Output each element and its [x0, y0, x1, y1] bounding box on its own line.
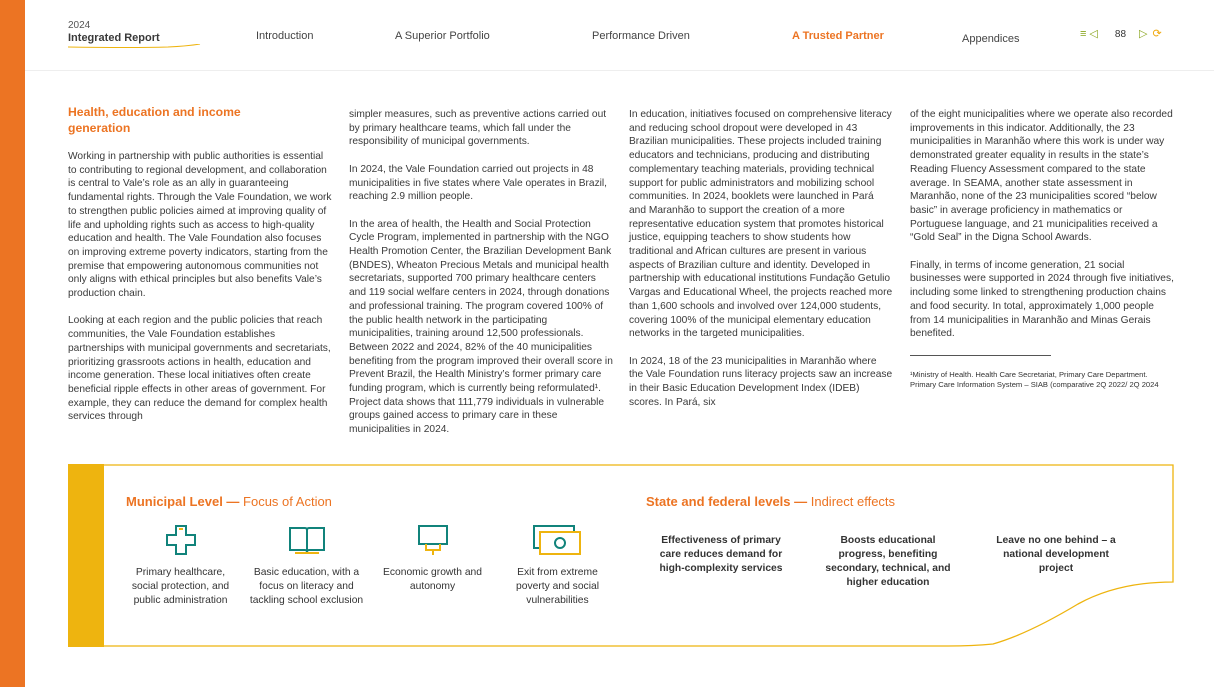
paragraph: In education, initiatives focused on comprehensive literacy and reducing school dropout were developed in 43 Brazilian municipalities. These projects included training educators and technicians, producing and distributing complementary teaching materials, providing technical support for public administrators and mobilizing school communities. In 2024, booklets were launched in Pará and Maranhão to support the creation of a more representative education system that promotes historical justice, equipping teachers to show students how traditional and African cultures are present in various aspects of Brazilian culture and identity. Developed in partnership with educational institutions Fundação Getulio Vargas and Educational Wheel, the projects reached more than 1,600 schools and involved over 124,000 students, covering 100% of the municipal elementary education networks in the targeted municipalities.	[629, 109, 893, 340]
section-title: Health, education and income generation	[68, 105, 241, 135]
state-federal-heading	[646, 494, 895, 509]
report-title: Integrated Report	[68, 32, 160, 44]
action-label: Economic growth and autonomy	[382, 567, 483, 592]
effect-item-primary-care: Effectiveness of primary care reduces demand for high-complexity services	[659, 535, 783, 574]
footnote-divider	[910, 355, 1051, 356]
nav-introduction[interactable]: Introduction	[256, 30, 314, 42]
action-item-education	[249, 524, 364, 608]
paragraph: simpler measures, such as preventive actions carried out by primary healthcare teams, which fall under the responsibility of municipal governments.	[349, 109, 607, 148]
report-brand[interactable]	[68, 20, 160, 45]
levels-infobox	[68, 464, 1174, 647]
refresh-icon[interactable]: ⟳	[1152, 28, 1162, 40]
state-heading-rest: Indirect effects	[807, 494, 896, 509]
footnote: ¹Ministry of Health. Health Care Secretariat, Primary Care Department. Primary Care Information System – SIAB (comparative 2Q 2022/ 2Q 2024	[910, 369, 1159, 389]
action-label: Primary healthcare, social protection, and public administration	[131, 567, 230, 606]
nav-trusted-partner[interactable]: A Trusted Partner	[792, 30, 884, 42]
page-number: 88	[1114, 28, 1127, 40]
text-column-1	[68, 105, 332, 438]
banknote-icon	[532, 524, 584, 558]
open-book-icon	[287, 524, 327, 556]
next-page-icon[interactable]: ▷	[1139, 28, 1148, 40]
municipal-level-heading	[126, 494, 332, 509]
effect-item-development: Leave no one behind – a national development project	[996, 535, 1116, 574]
left-accent-bar	[0, 0, 25, 687]
nav-performance-driven[interactable]: Performance Driven	[592, 30, 690, 42]
menu-icon[interactable]: ≡	[1080, 28, 1087, 40]
paragraph: In 2024, the Vale Foundation carried out projects in 48 municipalities in five states where Vale operates in Brazil, reaching 2.9 million people.	[349, 163, 608, 203]
top-navigation-bar	[25, 0, 1214, 71]
nav-superior-portfolio[interactable]: A Superior Portfolio	[395, 30, 490, 42]
report-year: 2024	[68, 20, 91, 31]
paragraph: In 2024, 18 of the 23 municipalities in Maranhão where the Vale Foundation runs literacy projects saw an increase in their Basic Education Development Index (IDEB) scores. In Pará, six	[629, 355, 893, 408]
text-column-4	[910, 108, 1174, 390]
paragraph: Looking at each region and the public policies that reach communities, the Vale Foundation establishes partnerships with municipal governments and secretariats, prioritizing grassroots actions in health, education and income generation. These local initiatives often create beneficial ripple effects in other areas of government. For example, they can reduce the demand for complex health services through	[68, 315, 331, 423]
page-controls	[1080, 28, 1165, 40]
effect-item-education: Boosts educational progress, benefiting secondary, technical, and higher education	[825, 535, 951, 588]
presentation-board-icon	[416, 524, 450, 556]
text-column-2	[349, 108, 613, 451]
paragraph: Finally, in terms of income generation, 21 social businesses were supported in 2024 through five initiatives, including some linked to strengthening production chains and food security. In total, approximately 1,000 people from 14 municipalities in Maranhão and Minas Gerais benefited.	[910, 259, 1174, 340]
action-label: Exit from extreme poverty and social vulnerabilities	[516, 567, 599, 606]
infobox-accent-strip	[68, 464, 104, 647]
action-item-poverty	[500, 524, 615, 608]
state-heading-bold: State and federal levels —	[646, 494, 808, 509]
municipal-heading-bold: Municipal Level —	[126, 494, 240, 509]
paragraph: of the eight municipalities where we operate also recorded improvements in this indicator. Additionally, the 23 municipalities in Maranhão where this work is under way demonstrated greater equality in results in the state’s Reading Fluency Assessment compared to the state average. In SEAMA, another state assessment in Maranhão, none of the 23 municipalities scored “below basic” in average proficiency in mathematics or Portuguese language, and 21 municipalities received a “Gold Seal” in the Digna School Awards.	[910, 109, 1173, 244]
paragraph: In the area of health, the Health and Social Protection Cycle Program, implemented in partnership with the NGO Health Promotion Center, the Brazilian Development Bank (BNDES), Wheaton Precious Metals and municipal health secretariats, supported 700 primary healthcare centers and 119 social welfare centers in 2024, through donations and professional training. The program covered 100% of the public health network in the participating municipalities, training around 12,500 professionals. Between 2022 and 2024, 82% of the 40 municipalities benefiting from the program improved their overall score in Prevent Brazil, the Health Ministry’s former primary care funding program, which is currently being reformulated¹. Project data shows that 111,779 individuals in vulnerable groups gained access to primary care in these municipalities in 2024.	[349, 218, 613, 436]
brand-swoosh-icon	[68, 44, 203, 50]
text-column-3	[629, 108, 893, 423]
action-item-health	[123, 524, 238, 608]
previous-page-icon[interactable]: ◁	[1089, 28, 1098, 40]
action-item-economy	[375, 524, 490, 594]
nav-appendices[interactable]: Appendices	[962, 33, 1020, 45]
paragraph: Working in partnership with public authorities is essential to contributing to regional development, and collaboration is central to Vale’s role as an ally in guaranteeing fundamental rights. Through the Vale Foundation, we work to strengthen public policies aimed at improving quality of life and upholding rights such as access to high-quality education and health. The Vale Foundation also focuses on improving extreme poverty indicators, starting from the premise that empowering autonomous communities not only aligns with ethical principles but also benefits Vale’s production chain.	[68, 151, 332, 300]
municipal-heading-rest: Focus of Action	[239, 494, 332, 509]
action-label: Basic education, with a focus on literacy and tackling school exclusion	[249, 567, 364, 606]
health-cross-icon	[165, 524, 197, 556]
